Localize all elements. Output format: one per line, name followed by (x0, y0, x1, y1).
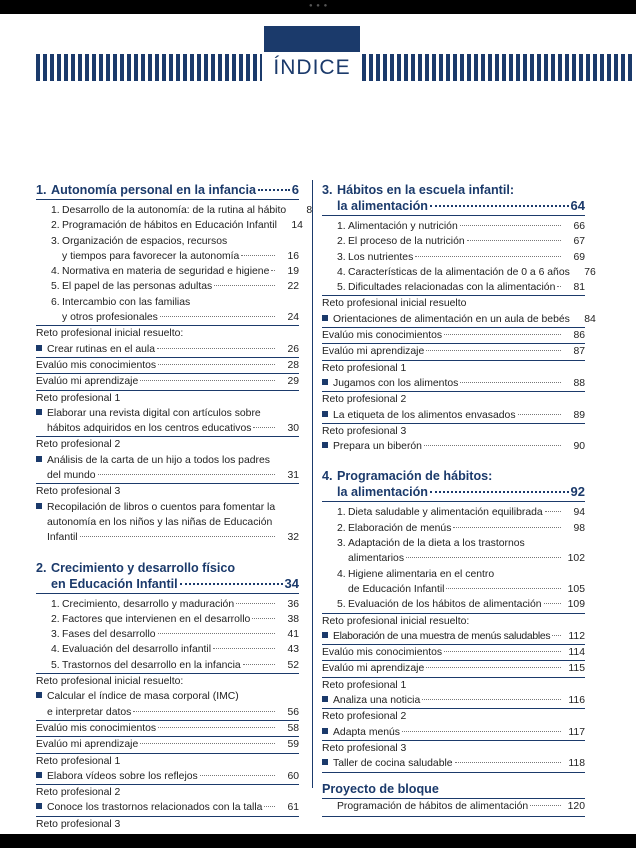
entry-page: 26 (287, 343, 299, 355)
entry-page: 102 (567, 553, 585, 565)
entry-label: Evalúo mis conocimientos (36, 722, 157, 734)
entry-label: Jugamos con los alimentos (333, 377, 459, 389)
section-label: Reto profesional inicial resuelto: (36, 328, 184, 340)
entry-label-cont: y otros profesionales (62, 312, 158, 324)
leader-dots (213, 648, 275, 649)
leader-dots (200, 775, 275, 776)
entry-number: 4. (51, 266, 60, 278)
toc-entry[interactable] (36, 234, 299, 265)
entry-label: Elaborar una revista digital con artículos sobre (47, 407, 261, 419)
leader-dots (160, 316, 275, 317)
leader-dots (402, 731, 561, 732)
entry-number: 3. (337, 251, 346, 263)
toc-entry[interactable] (36, 612, 299, 627)
entry-number: 1. (51, 598, 60, 610)
leader-dots (98, 474, 275, 475)
toc-entry[interactable] (322, 693, 585, 708)
toc-entry[interactable] (36, 218, 303, 233)
header-tab (264, 26, 360, 52)
chapter-number: 3. (322, 183, 333, 197)
toc-entry[interactable] (36, 721, 299, 736)
leader-dots (180, 583, 283, 585)
toc-entry[interactable] (36, 279, 299, 294)
leader-dots (424, 445, 561, 446)
section-label: Reto profesional inicial resuelto (322, 298, 467, 310)
toc-entry[interactable] (36, 203, 313, 218)
entry-page: 105 (567, 583, 585, 595)
entry-number: 4. (337, 266, 346, 278)
section-label: Reto profesional inicial resuelto: (36, 676, 184, 688)
entry-page: 32 (287, 532, 299, 544)
entry-page: 87 (573, 346, 585, 358)
entry-page: 94 (573, 507, 585, 519)
entry-label: Los nutrientes (348, 251, 414, 263)
entry-page: 59 (287, 739, 299, 751)
leader-dots (444, 334, 561, 335)
entry-page: 41 (287, 629, 299, 641)
chapter-title: Crecimiento y desarrollo físico (51, 560, 236, 575)
toc-entry[interactable] (322, 250, 585, 265)
leader-dots (430, 491, 569, 493)
toc-entry[interactable] (322, 536, 585, 567)
entry-label: Analiza una noticia (333, 695, 421, 707)
entry-label: Intercambio con las familias (62, 296, 191, 308)
leader-dots (455, 762, 561, 763)
entry-page: 58 (287, 722, 299, 734)
entry-page: 30 (287, 423, 299, 435)
entry-label: Dieta saludable y alimentación equilibrada (348, 507, 543, 519)
chapter-title: Programación de hábitos: (337, 469, 493, 484)
entry-page: 66 (573, 221, 585, 232)
entry-label-cont: e interpretar datos (47, 706, 132, 718)
toc-entry[interactable] (322, 344, 585, 359)
entry-page: 31 (287, 470, 299, 482)
chapter-title-cont: la alimentación (337, 199, 428, 213)
chapter-rule (36, 593, 299, 594)
leader-dots (158, 364, 275, 365)
entry-number: 2. (51, 613, 60, 625)
toc-entry[interactable] (322, 234, 585, 249)
entry-page: 89 (573, 409, 585, 421)
toc-entry[interactable] (322, 328, 585, 343)
entry-number: 1. (337, 221, 346, 232)
toc-entry[interactable] (322, 725, 585, 740)
leader-dots (544, 603, 561, 604)
chapter-number: 2. (36, 560, 47, 575)
entry-page: 56 (287, 706, 299, 718)
square-bullet-icon (322, 411, 328, 417)
chapter-rule (322, 501, 585, 502)
entry-page: 28 (287, 359, 299, 371)
toc-entry[interactable] (322, 505, 585, 520)
toc-entry[interactable] (36, 358, 299, 373)
entry-page: 60 (287, 770, 299, 782)
entry-number: 2. (337, 522, 346, 534)
column-divider (312, 180, 313, 788)
entry-page: 86 (573, 330, 585, 342)
chapter-number: 4. (322, 469, 333, 484)
entry-label: Crear rutinas en el aula (47, 343, 156, 355)
entry-number: 4. (51, 644, 60, 656)
leader-dots (258, 189, 290, 191)
entry-page: 109 (567, 599, 585, 611)
toc-entry[interactable] (322, 567, 585, 598)
entry-label-cont: del mundo (47, 470, 96, 482)
entry-label: Adapta menús (333, 726, 401, 738)
entry-label: Elaboración de menús (348, 522, 452, 534)
section-label: Reto profesional 2 (322, 394, 407, 406)
header-stripe-right (362, 54, 634, 81)
entry-number: 6. (51, 296, 60, 308)
top-bar (0, 0, 636, 14)
chapter-page: 92 (570, 484, 585, 500)
leader-dots (467, 240, 561, 241)
toc-right-column (322, 178, 596, 817)
toc-entry[interactable] (36, 642, 299, 657)
toc-entry[interactable] (322, 219, 585, 234)
leader-dots (264, 806, 275, 807)
section-label: Reto profesional 2 (36, 439, 121, 451)
section-label: Reto profesional inicial resuelto: (322, 615, 470, 627)
entry-number: 4. (337, 568, 346, 580)
toc-entry[interactable] (36, 342, 299, 357)
toc-entry[interactable] (322, 645, 585, 660)
entry-label: Calcular el índice de masa corporal (IMC) (47, 691, 239, 703)
leader-dots (453, 527, 561, 528)
toc-entry[interactable] (36, 769, 299, 784)
square-bullet-icon (36, 409, 42, 415)
leader-dots (214, 285, 275, 286)
entry-label: Evalúo mi aprendizaje (36, 739, 139, 751)
entry-label: La etiqueta de los alimentos envasados (333, 409, 516, 421)
entry-label: Prepara un biberón (333, 441, 422, 453)
entry-label: Elaboración de una muestra de menús saludables (333, 630, 551, 642)
separator (322, 816, 585, 817)
toc-entry[interactable] (36, 658, 299, 673)
entry-page: 36 (287, 598, 299, 610)
entry-label: Evalúo mis conocimientos (322, 647, 443, 659)
entry-page: 115 (568, 663, 585, 675)
entry-label: Alimentación y nutrición (348, 221, 458, 232)
square-bullet-icon (322, 442, 328, 448)
chapter-rule (322, 215, 585, 216)
leader-dots (271, 270, 275, 271)
leader-dots (426, 667, 561, 668)
leader-dots (243, 664, 275, 665)
entry-page: 29 (287, 376, 299, 388)
toc-entry[interactable] (36, 597, 299, 612)
section-label: Reto profesional 2 (36, 787, 121, 799)
section-label: Reto profesional 3 (322, 425, 407, 437)
entry-label: Orientaciones de alimentación en un aula de bebés (333, 313, 570, 325)
toc-entry[interactable] (322, 597, 585, 612)
leader-dots (460, 382, 561, 383)
entry-label: Desarrollo de la autonomía: de la rutina al hábito (62, 205, 287, 216)
leader-dots (552, 635, 561, 636)
toc-entry[interactable] (36, 689, 299, 720)
entry-number: 3. (337, 538, 346, 550)
leader-dots (252, 618, 275, 619)
square-bullet-icon (36, 456, 42, 462)
entry-label: Crecimiento, desarrollo y maduración (62, 598, 235, 610)
entry-page: 16 (287, 250, 299, 262)
leader-dots (140, 743, 275, 744)
leader-dots (158, 727, 275, 728)
leader-dots (430, 205, 569, 207)
entry-label-cont: alimentarios (348, 553, 405, 565)
chapter-title: Hábitos en la escuela infantil: (337, 183, 515, 197)
toc-entry[interactable] (36, 627, 299, 642)
entry-label: Evaluación de los hábitos de alimentación (348, 599, 542, 611)
entry-page: 19 (287, 266, 299, 278)
chapter-page: 64 (570, 198, 585, 213)
toc-left-column (36, 178, 313, 848)
chapter-rule (36, 199, 299, 200)
toc-entry[interactable] (36, 264, 299, 279)
entry-page: 38 (287, 613, 299, 625)
separator (322, 772, 585, 773)
entry-page: 52 (287, 659, 299, 671)
entry-label: Análisis de la carta de un hijo a todos los padres (47, 454, 270, 466)
square-bullet-icon (322, 315, 328, 321)
square-bullet-icon (36, 772, 42, 778)
leader-dots (236, 603, 275, 604)
entry-page: 114 (568, 647, 585, 659)
leader-dots (446, 588, 561, 589)
entry-page: 116 (568, 695, 585, 707)
chapter-page: 34 (284, 575, 299, 591)
square-bullet-icon (322, 632, 328, 638)
entry-page: 61 (287, 802, 299, 814)
section-label: Reto profesional 1 (322, 362, 407, 374)
entry-page: 118 (568, 758, 585, 770)
entry-label: Organización de espacios, recursos (62, 235, 228, 247)
bottom-bar (0, 834, 636, 848)
entry-label: El papel de las personas adultas (62, 281, 213, 293)
entry-label-cont: de Educación Infantil (348, 583, 445, 595)
toc-entry[interactable] (36, 374, 299, 389)
chapter-1-heading[interactable] (36, 182, 299, 200)
entry-label: Programación de hábitos en Educación Infantil (62, 220, 277, 232)
entry-label: Recopilación de libros o cuentos para fomentar la (47, 501, 276, 513)
entry-page: 81 (573, 282, 585, 294)
section-label: Reto profesional 2 (322, 711, 407, 723)
square-bullet-icon (36, 803, 42, 809)
entry-page: 84 (584, 313, 596, 325)
toc-entry[interactable] (322, 521, 585, 536)
toc-entry[interactable] (36, 500, 299, 546)
entry-label: Normativa en materia de seguridad e higiene (62, 266, 270, 278)
chapter-title-cont: en Educación Infantil (51, 576, 178, 591)
leader-dots (158, 633, 275, 634)
entry-page: 24 (287, 312, 299, 324)
leader-dots (444, 651, 561, 652)
toc-entry[interactable] (322, 280, 585, 295)
leader-dots (406, 557, 561, 558)
entry-number: 5. (51, 281, 60, 293)
entry-number: 3. (51, 235, 60, 247)
entry-label-cont: hábitos adquiridos en los centros educativos (47, 423, 252, 435)
entry-label-cont: Infantil (47, 532, 78, 544)
entry-label: Evalúo mis conocimientos (322, 330, 443, 342)
entry-number: 2. (51, 220, 60, 232)
entry-number: 5. (337, 599, 346, 611)
chapter-3-heading[interactable] (322, 182, 585, 216)
entry-label: Dificultades relacionadas con la alimentación (348, 282, 556, 294)
section-label: Reto profesional 1 (36, 392, 121, 404)
chapter-2-heading[interactable] (36, 560, 299, 594)
chapter-page: 6 (291, 182, 299, 197)
square-bullet-icon (322, 696, 328, 702)
section-label: Reto profesional 3 (36, 818, 121, 830)
entry-page: 14 (291, 220, 303, 232)
toc-entry[interactable] (36, 800, 299, 815)
leader-dots (426, 350, 561, 351)
leader-dots (518, 414, 561, 415)
entry-label: Higiene alimentaria en el centro (348, 568, 495, 580)
section-label: Reto profesional 3 (36, 486, 121, 498)
entry-page: 88 (573, 377, 585, 389)
toc-entry[interactable] (322, 661, 585, 676)
square-bullet-icon (36, 503, 42, 509)
entry-label: Evalúo mi aprendizaje (322, 663, 425, 675)
leader-dots (557, 286, 561, 287)
leader-dots (133, 711, 275, 712)
toc-entry[interactable] (322, 799, 585, 814)
entry-label: Evalúo mi aprendizaje (322, 346, 425, 358)
entry-label: Programación de hábitos de alimentación (337, 800, 529, 812)
chapter-title-cont: la alimentación (337, 485, 428, 500)
entry-label-cont: y tiempos para favorecer la autonomía (62, 250, 240, 262)
entry-page: 112 (568, 630, 585, 642)
entry-label: Elabora vídeos sobre los reflejos (47, 770, 198, 782)
entry-label: Evalúo mi aprendizaje (36, 376, 139, 388)
toc-entry[interactable] (322, 756, 585, 771)
toc-entry[interactable] (322, 408, 585, 423)
entry-label: Taller de cocina saludable (333, 758, 453, 770)
toc-entry[interactable] (36, 453, 299, 484)
entry-label: El proceso de la nutrición (348, 236, 465, 248)
entry-label: Adaptación de la dieta a los trastornos (348, 538, 525, 550)
entry-label-cont: autonomía en los niños y las niñas de Educación (47, 516, 273, 528)
chapter-4-heading[interactable] (322, 468, 585, 502)
square-bullet-icon (322, 759, 328, 765)
square-bullet-icon (322, 379, 328, 385)
entry-page: 120 (567, 800, 585, 812)
section-label: Reto profesional 1 (36, 755, 121, 767)
entry-page: 69 (573, 251, 585, 263)
entry-page: 22 (287, 281, 299, 293)
leader-dots (253, 427, 275, 428)
square-bullet-icon (322, 728, 328, 734)
entry-label: Fases del desarrollo (62, 629, 156, 641)
leader-dots (157, 348, 275, 349)
entry-label: Características de la alimentación de 0 a 6 años (348, 266, 570, 278)
header-stripe-left (36, 54, 262, 81)
toc-entry[interactable] (322, 265, 596, 280)
chapter-title: Autonomía personal en la infancia (51, 183, 257, 197)
entry-number: 1. (337, 507, 346, 519)
entry-number: 2. (337, 236, 346, 248)
leader-dots (415, 256, 561, 257)
leader-dots (530, 805, 561, 806)
block-project-heading[interactable]: Proyecto de bloque (322, 781, 439, 796)
entry-page: 90 (573, 441, 585, 453)
page-title: ÍNDICE (273, 56, 351, 79)
section-label: Reto profesional 1 (322, 679, 407, 691)
entry-label: Evaluación del desarrollo infantil (62, 644, 212, 656)
toc-entry[interactable] (36, 295, 299, 326)
leader-dots (80, 536, 275, 537)
entry-page: 43 (287, 644, 299, 656)
entry-page: 8 (306, 205, 313, 216)
section-label: Reto profesional 3 (322, 742, 407, 754)
leader-dots (422, 699, 561, 700)
toc-entry[interactable] (322, 376, 585, 391)
chapter-number: 1. (36, 183, 47, 197)
entry-label: Factores que intervienen en el desarrollo (62, 613, 251, 625)
leader-dots (460, 225, 561, 226)
entry-number: 3. (51, 629, 60, 641)
square-bullet-icon (36, 345, 42, 351)
leader-dots (545, 511, 561, 512)
entry-page: 67 (573, 236, 585, 248)
entry-label: Trastornos del desarrollo en la infancia (62, 659, 241, 671)
entry-number: 1. (51, 205, 60, 216)
square-bullet-icon (36, 692, 42, 698)
toc-entry[interactable] (322, 439, 585, 454)
toc-entry[interactable] (36, 406, 299, 437)
entry-label: Evalúo mis conocimientos (36, 359, 157, 371)
toc-entry[interactable] (36, 737, 299, 752)
window-dots-icon: ● ● ● (309, 3, 329, 9)
entry-page: 98 (573, 522, 585, 534)
leader-dots (140, 380, 275, 381)
entry-label: Conoce los trastornos relacionados con la talla (47, 802, 263, 814)
leader-dots (241, 255, 275, 256)
entry-page: 117 (568, 726, 585, 738)
entry-number: 5. (337, 282, 346, 294)
entry-page: 76 (584, 266, 596, 278)
toc-entry[interactable] (322, 629, 585, 644)
entry-number: 5. (51, 659, 60, 671)
toc-entry[interactable] (322, 312, 596, 327)
